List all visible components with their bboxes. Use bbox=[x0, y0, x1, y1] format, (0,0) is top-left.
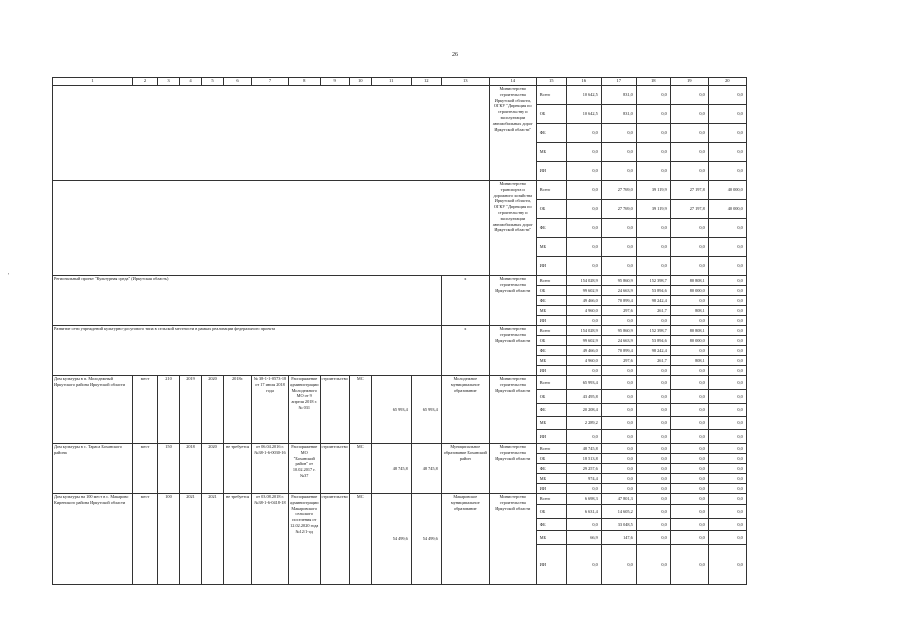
section-title: Региональный проект "Культурная среда" (Иркутская область) bbox=[53, 276, 442, 326]
amount-cell: 0,0 bbox=[566, 219, 601, 238]
object-kind: строительство bbox=[320, 494, 349, 585]
funding-source-label: ОБ bbox=[536, 286, 566, 296]
funding-source-label: ОБ bbox=[536, 336, 566, 346]
amount-cell: 0,0 bbox=[670, 143, 708, 162]
amount-cell: 70 899,4 bbox=[601, 346, 636, 356]
section-mark: х bbox=[441, 326, 489, 376]
amount-cell: 0,0 bbox=[566, 430, 601, 444]
amount-cell: 0,0 bbox=[601, 545, 636, 585]
funding-source-label: ФБ bbox=[536, 404, 566, 417]
funding-source-label: Всего bbox=[536, 276, 566, 286]
amount-cell: 27 197,8 bbox=[670, 200, 708, 219]
column-number-10: 10 bbox=[349, 78, 371, 86]
object-expertise: № 38-1-1-0573-18 от 17 июля 2018 года bbox=[252, 376, 289, 444]
amount-cell: 0,0 bbox=[670, 531, 708, 545]
amount-cell: 0,0 bbox=[708, 86, 746, 105]
amount-cell: 261,7 bbox=[636, 306, 670, 316]
column-number-row bbox=[53, 78, 747, 86]
amount-cell: 0,0 bbox=[708, 430, 746, 444]
amount-cell: 0,0 bbox=[708, 519, 746, 531]
amount-cell: 0,0 bbox=[670, 505, 708, 519]
amount-cell: 0,0 bbox=[636, 474, 670, 484]
amount-cell: 0,0 bbox=[708, 162, 746, 181]
amount-cell: 0,0 bbox=[708, 545, 746, 585]
amount-cell: 0,0 bbox=[636, 376, 670, 390]
amount-cell: 0,0 bbox=[708, 105, 746, 124]
amount-cell: 0,0 bbox=[601, 257, 636, 276]
column-number-8: 8 bbox=[289, 78, 321, 86]
amount-cell: 0,0 bbox=[708, 356, 746, 366]
continuation-cell bbox=[53, 181, 490, 276]
object-ownership: МС bbox=[349, 376, 371, 444]
funding-source-label: ОБ bbox=[536, 454, 566, 464]
amount-cell: 0,0 bbox=[636, 366, 670, 376]
amount-cell: 0,0 bbox=[670, 417, 708, 430]
funding-source-label: МБ bbox=[536, 143, 566, 162]
funding-source-label: ИИ bbox=[536, 545, 566, 585]
amount-cell: 53 894,6 bbox=[636, 336, 670, 346]
amount-cell: 0,0 bbox=[670, 346, 708, 356]
amount-cell: 10 642,5 bbox=[566, 86, 601, 105]
investment-table bbox=[52, 77, 747, 585]
amount-cell: 0,0 bbox=[601, 390, 636, 404]
funding-source-label: ИИ bbox=[536, 366, 566, 376]
customer-cell: Министерство строительства Иркутской области bbox=[489, 376, 536, 444]
amount-cell: 0,0 bbox=[670, 494, 708, 505]
amount-cell: 18 513,8 bbox=[566, 454, 601, 464]
object-name: Дом культуры в с. Тараса Боханского района bbox=[53, 444, 133, 494]
amount-cell: 0,0 bbox=[601, 219, 636, 238]
amount-cell: 6 698,3 bbox=[566, 494, 601, 505]
object-remaining: 48 745,8 bbox=[411, 444, 441, 494]
amount-cell: 0,0 bbox=[636, 464, 670, 474]
table-row bbox=[53, 494, 747, 505]
amount-cell: 39 119,9 bbox=[636, 181, 670, 200]
amount-cell: 0,0 bbox=[636, 430, 670, 444]
object-cost: 65 993,4 bbox=[371, 376, 411, 444]
amount-cell: 0,0 bbox=[566, 316, 601, 326]
amount-cell: 0,0 bbox=[601, 316, 636, 326]
amount-cell: 0,0 bbox=[670, 105, 708, 124]
amount-cell: 98 242,4 bbox=[636, 296, 670, 306]
table-row bbox=[53, 326, 747, 336]
amount-cell: 65 993,4 bbox=[566, 376, 601, 390]
amount-cell: 0,0 bbox=[708, 336, 746, 346]
funding-source-label: Всего bbox=[536, 181, 566, 200]
amount-cell: 0,0 bbox=[670, 238, 708, 257]
amount-cell: 0,0 bbox=[708, 366, 746, 376]
amount-cell: 0,0 bbox=[670, 454, 708, 464]
amount-cell: 95 860,9 bbox=[601, 276, 636, 286]
amount-cell: 0,0 bbox=[636, 417, 670, 430]
amount-cell: 0,0 bbox=[566, 238, 601, 257]
amount-cell: 99 602,9 bbox=[566, 286, 601, 296]
column-number-5: 5 bbox=[202, 78, 224, 86]
amount-cell: 70 899,4 bbox=[601, 296, 636, 306]
amount-cell: 0,0 bbox=[636, 105, 670, 124]
amount-cell: 0,0 bbox=[670, 124, 708, 143]
funding-source-label: ИИ bbox=[536, 484, 566, 494]
amount-cell: 33 048,5 bbox=[601, 519, 636, 531]
amount-cell: 0,0 bbox=[636, 444, 670, 454]
amount-cell: 0,0 bbox=[708, 286, 746, 296]
amount-cell: 0,0 bbox=[566, 366, 601, 376]
amount-cell: 0,0 bbox=[708, 276, 746, 286]
amount-cell: 0,0 bbox=[566, 519, 601, 531]
amount-cell: 0,0 bbox=[708, 494, 746, 505]
amount-cell: 154 028,9 bbox=[566, 326, 601, 336]
amount-cell: 14 605,2 bbox=[601, 505, 636, 519]
amount-cell: 80 000,0 bbox=[670, 336, 708, 346]
column-number-11: 11 bbox=[371, 78, 411, 86]
object-cost: 48 745,8 bbox=[371, 444, 411, 494]
amount-cell: 43 495,8 bbox=[566, 390, 601, 404]
amount-cell: 0,0 bbox=[566, 257, 601, 276]
amount-cell: 0,0 bbox=[708, 454, 746, 464]
object-design: 2018г. bbox=[224, 376, 252, 444]
column-number-14: 14 bbox=[489, 78, 536, 86]
column-number-15: 15 bbox=[536, 78, 566, 86]
amount-cell: 10 642,5 bbox=[566, 105, 601, 124]
amount-cell: 0,0 bbox=[566, 124, 601, 143]
amount-cell: 40 000,0 bbox=[708, 181, 746, 200]
table-row bbox=[53, 376, 747, 390]
column-number-17: 17 bbox=[601, 78, 636, 86]
object-unit: мест bbox=[133, 494, 158, 585]
funding-source-label: ИИ bbox=[536, 257, 566, 276]
amount-cell: 0,0 bbox=[601, 454, 636, 464]
amount-cell: 0,0 bbox=[708, 474, 746, 484]
amount-cell: 0,0 bbox=[636, 519, 670, 531]
customer-cell: Министерство строительства Иркутской области bbox=[489, 444, 536, 494]
amount-cell: 0,0 bbox=[601, 444, 636, 454]
amount-cell: 297,6 bbox=[601, 356, 636, 366]
customer-cell: Министерство строительства Иркутской области bbox=[489, 276, 536, 326]
object-remaining: 54 499,6 bbox=[411, 494, 441, 585]
amount-cell: 0,0 bbox=[708, 346, 746, 356]
amount-cell: 0,0 bbox=[708, 376, 746, 390]
table-row bbox=[53, 276, 747, 286]
amount-cell: 0,0 bbox=[636, 531, 670, 545]
funding-source-label: Всего bbox=[536, 494, 566, 505]
page-number: 26 bbox=[452, 52, 458, 58]
object-start: 2019 bbox=[180, 376, 202, 444]
amount-cell: 48 745,8 bbox=[566, 444, 601, 454]
column-number-16: 16 bbox=[566, 78, 601, 86]
column-number-6: 6 bbox=[224, 78, 252, 86]
amount-cell: 0,0 bbox=[601, 404, 636, 417]
funding-source-label: ОБ bbox=[536, 390, 566, 404]
amount-cell: 154 028,9 bbox=[566, 276, 601, 286]
amount-cell: 808,1 bbox=[670, 306, 708, 316]
amount-cell: 0,0 bbox=[670, 316, 708, 326]
column-number-18: 18 bbox=[636, 78, 670, 86]
funding-source-label: МБ bbox=[536, 417, 566, 430]
amount-cell: 0,0 bbox=[670, 464, 708, 474]
amount-cell: 152 398,7 bbox=[636, 326, 670, 336]
amount-cell: 29 257,6 bbox=[566, 464, 601, 474]
amount-cell: 0,0 bbox=[601, 464, 636, 474]
amount-cell: 147,6 bbox=[601, 531, 636, 545]
amount-cell: 0,0 bbox=[708, 417, 746, 430]
funding-source-label: МБ bbox=[536, 531, 566, 545]
amount-cell: 49 466,0 bbox=[566, 296, 601, 306]
funding-source-label: Всего bbox=[536, 86, 566, 105]
amount-cell: 0,0 bbox=[670, 444, 708, 454]
amount-cell: 297,6 bbox=[601, 306, 636, 316]
object-capacity: 210 bbox=[158, 376, 180, 444]
amount-cell: 0,0 bbox=[708, 484, 746, 494]
amount-cell: 66,9 bbox=[566, 531, 601, 545]
object-start: 2021 bbox=[180, 494, 202, 585]
amount-cell: 0,0 bbox=[566, 181, 601, 200]
amount-cell: 0,0 bbox=[636, 454, 670, 464]
amount-cell: 0,0 bbox=[601, 484, 636, 494]
object-remaining: 65 993,4 bbox=[411, 376, 441, 444]
section-title: Развитие сети учреждений культурно-досугового типа в сельской местности в рамках реализации федерального проекта bbox=[53, 326, 442, 376]
amount-cell: 6 631,4 bbox=[566, 505, 601, 519]
column-number-2: 2 bbox=[133, 78, 158, 86]
funding-source-label: ФБ bbox=[536, 124, 566, 143]
funding-source-label: МБ bbox=[536, 356, 566, 366]
funding-source-label: Всего bbox=[536, 326, 566, 336]
object-design: не требуется bbox=[224, 494, 252, 585]
amount-cell: 0,0 bbox=[636, 545, 670, 585]
object-cost: 54 499,6 bbox=[371, 494, 411, 585]
amount-cell: 0,0 bbox=[670, 519, 708, 531]
funding-source-label: ИИ bbox=[536, 430, 566, 444]
amount-cell: 4 960,0 bbox=[566, 306, 601, 316]
object-capacity: 150 bbox=[158, 444, 180, 494]
object-municipality: Макаровское муниципальное образование bbox=[441, 494, 489, 585]
amount-cell: 0,0 bbox=[670, 296, 708, 306]
funding-source-label: ОБ bbox=[536, 505, 566, 519]
amount-cell: 0,0 bbox=[601, 474, 636, 484]
object-unit: мест bbox=[133, 376, 158, 444]
amount-cell: 0,0 bbox=[708, 390, 746, 404]
object-kind: строительство bbox=[320, 376, 349, 444]
object-decision: Распоряжение МО "Боханский район" от 10.02.2017 г. №37 bbox=[289, 444, 321, 494]
amount-cell: 0,0 bbox=[566, 484, 601, 494]
object-decision: Распоряжение администрации Молодежного МО от 9 апреля 2018 г. № 031 bbox=[289, 376, 321, 444]
amount-cell: 0,0 bbox=[670, 162, 708, 181]
amount-cell: 20 208,4 bbox=[566, 404, 601, 417]
amount-cell: 0,0 bbox=[670, 257, 708, 276]
funding-source-label: Всего bbox=[536, 444, 566, 454]
customer-cell: Министерство строительства Иркутской области bbox=[489, 326, 536, 376]
amount-cell: 0,0 bbox=[636, 143, 670, 162]
funding-source-label: ОБ bbox=[536, 200, 566, 219]
table-row bbox=[53, 444, 747, 454]
amount-cell: 0,0 bbox=[708, 531, 746, 545]
amount-cell: 152 398,7 bbox=[636, 276, 670, 286]
object-name: Дом культуры в п. Молодежный Иркутского района Иркутской области bbox=[53, 376, 133, 444]
amount-cell: 0,0 bbox=[636, 494, 670, 505]
amount-cell: 80 808,1 bbox=[670, 276, 708, 286]
object-decision: Распоряжение администрации Макаровского сельского поселения от 12.02.2020 года №12/1-од bbox=[289, 494, 321, 585]
amount-cell: 0,0 bbox=[708, 306, 746, 316]
amount-cell: 99 602,9 bbox=[566, 336, 601, 346]
amount-cell: 24 663,9 bbox=[601, 286, 636, 296]
amount-cell: 0,0 bbox=[601, 366, 636, 376]
amount-cell: 0,0 bbox=[708, 143, 746, 162]
amount-cell: 27 197,8 bbox=[670, 181, 708, 200]
amount-cell: 0,0 bbox=[601, 162, 636, 181]
amount-cell: 27 769,0 bbox=[601, 200, 636, 219]
column-number-4: 4 bbox=[180, 78, 202, 86]
amount-cell: 0,0 bbox=[670, 390, 708, 404]
amount-cell: 0,0 bbox=[566, 545, 601, 585]
amount-cell: 2 289,2 bbox=[566, 417, 601, 430]
amount-cell: 0,0 bbox=[670, 545, 708, 585]
funding-source-label: МБ bbox=[536, 238, 566, 257]
column-number-13: 13 bbox=[441, 78, 489, 86]
customer-cell: Министерство строительства Иркутской области bbox=[489, 494, 536, 585]
amount-cell: 0,0 bbox=[601, 430, 636, 444]
margin-mark: ' bbox=[8, 272, 10, 280]
amount-cell: 0,0 bbox=[601, 124, 636, 143]
funding-source-label: ФБ bbox=[536, 219, 566, 238]
amount-cell: 0,0 bbox=[636, 390, 670, 404]
amount-cell: 0,0 bbox=[601, 417, 636, 430]
amount-cell: 0,0 bbox=[636, 404, 670, 417]
object-expertise: от 03.08.2018 г. №38-1-6-0418-18 bbox=[252, 494, 289, 585]
amount-cell: 974,4 bbox=[566, 474, 601, 484]
amount-cell: 0,0 bbox=[636, 86, 670, 105]
object-ownership: МС bbox=[349, 494, 371, 585]
amount-cell: 0,0 bbox=[601, 143, 636, 162]
amount-cell: 0,0 bbox=[601, 238, 636, 257]
amount-cell: 49 466,0 bbox=[566, 346, 601, 356]
customer-cell: Министерство строительства Иркутской области, ОГКУ "Дирекция по строительству и эксплуатации автомобильных дорог Иркутской области" bbox=[489, 86, 536, 181]
amount-cell: 80 000,0 bbox=[670, 286, 708, 296]
amount-cell: 0,0 bbox=[708, 316, 746, 326]
amount-cell: 0,0 bbox=[636, 505, 670, 519]
amount-cell: 40 000,0 bbox=[708, 200, 746, 219]
funding-source-label: Всего bbox=[536, 376, 566, 390]
amount-cell: 27 769,0 bbox=[601, 181, 636, 200]
column-number-20: 20 bbox=[708, 78, 746, 86]
funding-source-label: МБ bbox=[536, 306, 566, 316]
table-row bbox=[53, 181, 747, 200]
amount-cell: 0,0 bbox=[636, 124, 670, 143]
amount-cell: 80 808,1 bbox=[670, 326, 708, 336]
object-end: 2020 bbox=[202, 444, 224, 494]
continuation-cell bbox=[53, 86, 490, 181]
funding-source-label: ФБ bbox=[536, 464, 566, 474]
amount-cell: 95 860,9 bbox=[601, 326, 636, 336]
amount-cell: 39 119,9 bbox=[636, 200, 670, 219]
funding-source-label: ФБ bbox=[536, 346, 566, 356]
funding-source-label: ФБ bbox=[536, 296, 566, 306]
amount-cell: 0,0 bbox=[708, 326, 746, 336]
funding-source-label: ФБ bbox=[536, 519, 566, 531]
object-start: 2018 bbox=[180, 444, 202, 494]
amount-cell: 0,0 bbox=[566, 143, 601, 162]
amount-cell: 0,0 bbox=[670, 366, 708, 376]
amount-cell: 53 894,6 bbox=[636, 286, 670, 296]
amount-cell: 0,0 bbox=[670, 430, 708, 444]
column-number-9: 9 bbox=[320, 78, 349, 86]
amount-cell: 0,0 bbox=[708, 444, 746, 454]
amount-cell: 47 801,3 bbox=[601, 494, 636, 505]
object-name: Дом культуры на 100 мест в с. Макарово Киренского района Иркутской области bbox=[53, 494, 133, 585]
amount-cell: 0,0 bbox=[708, 505, 746, 519]
amount-cell: 0,0 bbox=[708, 404, 746, 417]
amount-cell: 0,0 bbox=[636, 257, 670, 276]
funding-source-label: МБ bbox=[536, 474, 566, 484]
amount-cell: 0,0 bbox=[708, 464, 746, 474]
amount-cell: 0,0 bbox=[708, 124, 746, 143]
object-capacity: 100 bbox=[158, 494, 180, 585]
object-municipality: Молодежное муниципальное образование bbox=[441, 376, 489, 444]
object-kind: строительство bbox=[320, 444, 349, 494]
amount-cell: 0,0 bbox=[636, 162, 670, 181]
section-mark: х bbox=[441, 276, 489, 326]
amount-cell: 0,0 bbox=[670, 404, 708, 417]
customer-cell: Министерство транспорта и дорожного хозяйства Иркутской области, ОГКУ "Дирекция по строительству и эксплуатации автомобильных дорог Иркутской области" bbox=[489, 181, 536, 276]
column-number-1: 1 bbox=[53, 78, 133, 86]
amount-cell: 0,0 bbox=[708, 257, 746, 276]
amount-cell: 0,0 bbox=[636, 238, 670, 257]
amount-cell: 0,0 bbox=[708, 219, 746, 238]
funding-source-label: ИИ bbox=[536, 162, 566, 181]
table-row bbox=[53, 86, 747, 105]
amount-cell: 0,0 bbox=[566, 200, 601, 219]
amount-cell: 0,0 bbox=[636, 316, 670, 326]
amount-cell: 831,0 bbox=[601, 105, 636, 124]
object-expertise: от 06.04.2016 г. №38-1-6-0030-16 bbox=[252, 444, 289, 494]
amount-cell: 0,0 bbox=[670, 86, 708, 105]
amount-cell: 98 242,4 bbox=[636, 346, 670, 356]
amount-cell: 0,0 bbox=[708, 296, 746, 306]
amount-cell: 0,0 bbox=[670, 219, 708, 238]
amount-cell: 0,0 bbox=[636, 219, 670, 238]
amount-cell: 831,0 bbox=[601, 86, 636, 105]
funding-source-label: ИИ bbox=[536, 316, 566, 326]
amount-cell: 24 663,9 bbox=[601, 336, 636, 346]
amount-cell: 808,1 bbox=[670, 356, 708, 366]
column-number-7: 7 bbox=[252, 78, 289, 86]
amount-cell: 261,7 bbox=[636, 356, 670, 366]
amount-cell: 0,0 bbox=[566, 162, 601, 181]
column-number-12: 12 bbox=[411, 78, 441, 86]
amount-cell: 4 960,0 bbox=[566, 356, 601, 366]
column-number-3: 3 bbox=[158, 78, 180, 86]
amount-cell: 0,0 bbox=[708, 238, 746, 257]
object-unit: мест bbox=[133, 444, 158, 494]
amount-cell: 0,0 bbox=[636, 484, 670, 494]
object-municipality: Муниципальное образование Боханский район bbox=[441, 444, 489, 494]
amount-cell: 0,0 bbox=[670, 474, 708, 484]
object-end: 2020 bbox=[202, 376, 224, 444]
funding-source-label: ОБ bbox=[536, 105, 566, 124]
object-end: 2021 bbox=[202, 494, 224, 585]
amount-cell: 0,0 bbox=[670, 484, 708, 494]
amount-cell: 0,0 bbox=[670, 376, 708, 390]
amount-cell: 0,0 bbox=[601, 376, 636, 390]
object-ownership: МС bbox=[349, 444, 371, 494]
object-design: не требуется bbox=[224, 444, 252, 494]
column-number-19: 19 bbox=[670, 78, 708, 86]
